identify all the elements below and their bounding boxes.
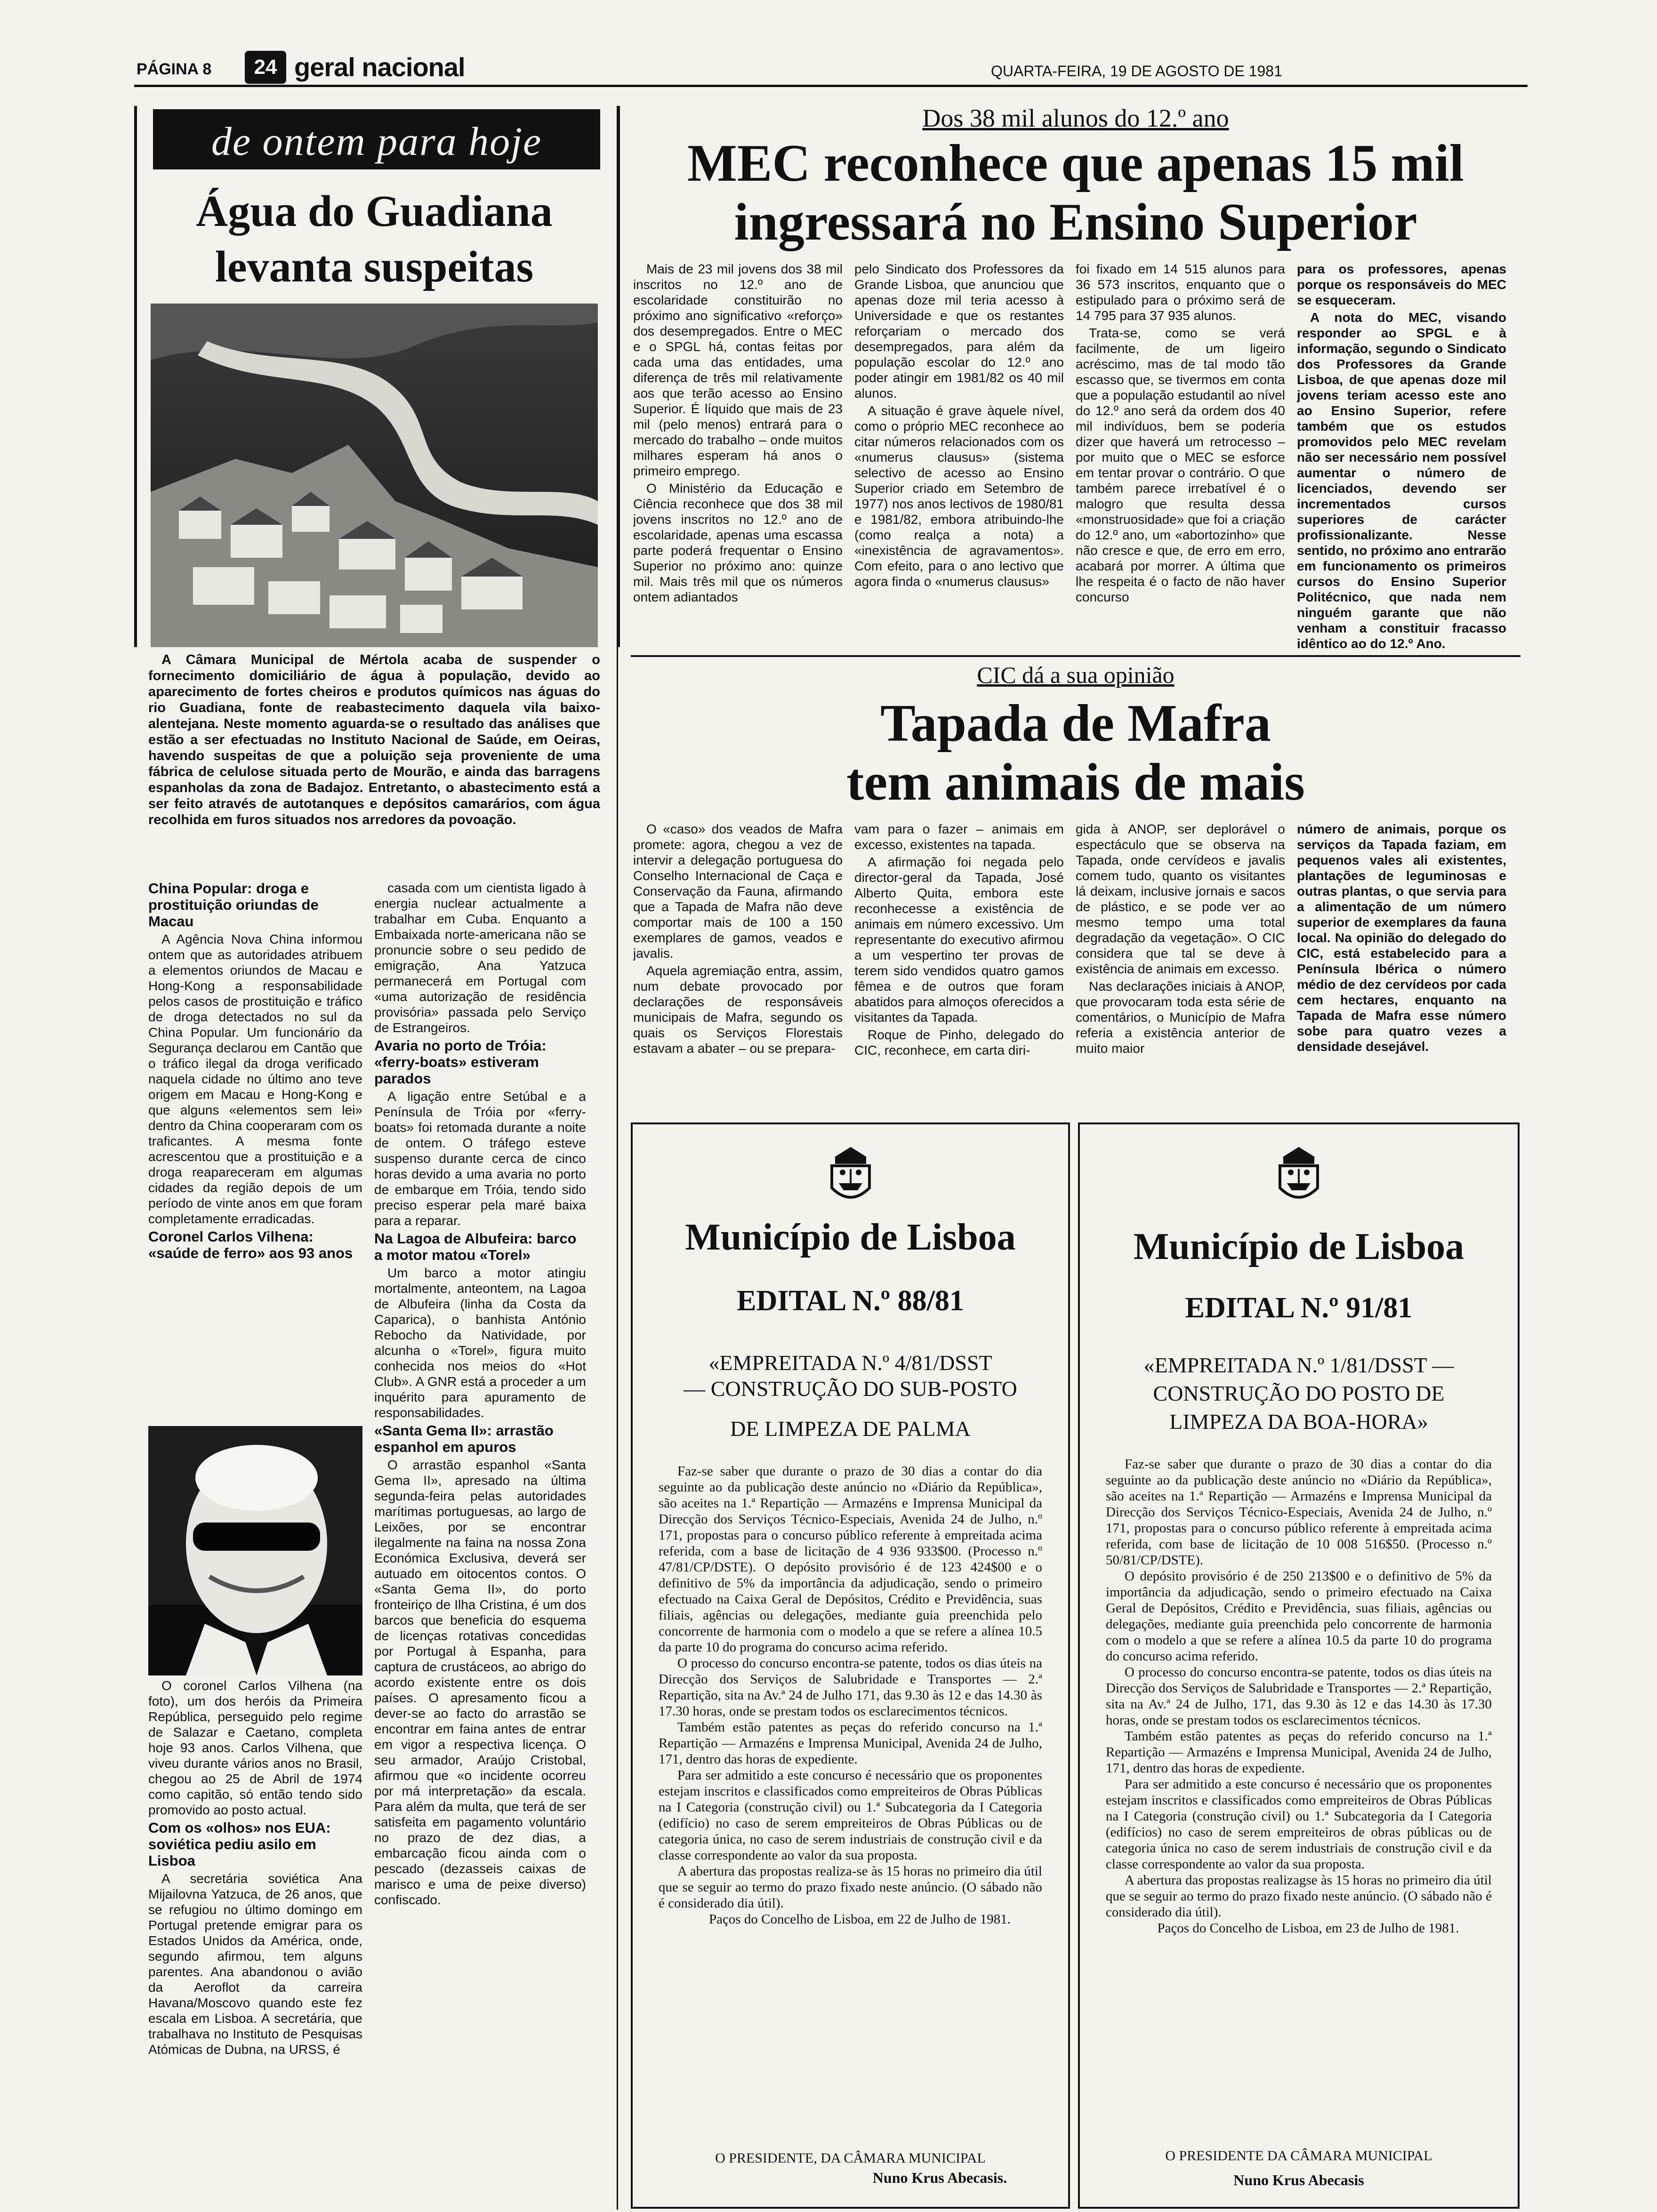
- mec-column-3: foi fixado em 14 515 alunos para 36 573 inscritos, enquanto que o estipulado para o próximo será de 14 795 para 37 935 alunos. Trata-se, como se verá facilmente, de um ligeiro acréscimo, mas de tal modo tão escasso que, se tivermos em conta que a população estudantil ao nível do 12.º ano será da ordem dos 40 mil indivíduos, bem se poderia dizer que haverá um retrocesso – por muito que o MEC se esforce em tentar provar o contrário. O que também parece irrebatível é o malogro que resulta dessa «monstruosidade» que foi a criação do 12.º ano, um «abortozinho» que não cresce e que, de erro em erro, acabará por morrer. A última que lhe respeita é o facto de não haver concurso: [1076, 262, 1285, 604]
- section-banner-text: de ontem para hoje: [211, 119, 542, 164]
- left-headline: Água do Guadiana levanta suspeitas: [196, 187, 553, 291]
- mafra-headline-1: Tapada de Mafra: [880, 694, 1271, 753]
- briefs-column-a: [148, 880, 362, 1421]
- brief-text-eua: A secretária soviética Ana Mijailovna Yatzuca, de 26 anos, que se refugiou no último domingo em Portugal pretende emigrar para os Estados Unidos da América, onde, segundo afirmou, tem alguns parentes. Ana abandonou o avião da Aeroflot da carreira Havana/Moscovo quando este fez escala em Lisboa. A secretária, que trabalhava no Instituto de Pesquisas Atómicas de Dubna, na URSS, é: [148, 1871, 362, 2057]
- brief-text-gema: O arrastão espanhol «Santa Gema II», apresado na última segunda-feira pelas autoridades marítimas portuguesas, ao largo de Leixões, por se encontrar ilegalmente na faina na nossa Zona Económica Exclusiva, deverá ser autuado em oitocentos contos. O «Santa Gema II», do porto fronteiriço de Ilha Cristina, é um dos barcos que beneficia do esquema de licenças rotativas concedidas por Portugal à Espanha, para captura de crustáceos, ao abrigo do acordo existente entre os dois países. O apresamento ficou a dever-se ao facto do arrastão se encontrar em faina antes de entrar em vigor a respectiva licença. O seu armador, Araújo Cristobal, afirmou que «o incidente ocorreu por má interpretação» da escala. Para além da multa, que terá de ser satisfeita em pagamento voluntário no prazo de dez dias, a embarcação ficou ainda com o pescado (dezasseis caixas de marisco e uma de peixe diverso) confiscado.: [374, 1458, 586, 1907]
- mec-column-4: para os professores, apenas porque os responsáveis do MEC se esqueceram. A nota do MEC, visando responder ao SPGL e à informação, segundo o Sindicato dos Professores da Grande Lisboa, de que apenas doze mil jovens teriam acesso este ano ao Ensino Superior, refere também que os estudos promovidos pelo MEC revelam não ser necessário nem possível aumentar o número de licenciados, devendo ser incrementados cursos superiores de carácter profissionalizante. Nesse sentido, no próximo ano entrarão em funcionamento os primeiros cursos do Ensino Superior Politécnico, que nada nem ninguém garante que não venham a constituir fracasso idêntico ao do 12.º Ano.: [1297, 262, 1506, 651]
- mafra-column-1: O «caso» dos veados de Mafra promete: agora, chegou a vez de intervir a delegação portuguesa do Conselho Internacional de Caça e Conservação da Fauna, afirmando que a Tapada de Mafra não deve comportar mais de 100 a 150 exemplares de gamos, veados e javalis. Aquela agremiação entra, assim, num debate provocado por declarações de responsáveis municipais de Mafra, segundo os quais os Serviços Florestais estavam a abater – ou se prepara-: [633, 822, 843, 1056]
- brief-text-troia: A ligação entre Setúbal e a Península de Tróia por «ferry-boats» foi retomada durante a noite de ontem. O tráfego esteve suspenso durante cerca de cinco horas devido a uma avaria no porto de embarque em Tróia, tendo sido preciso esperar pela maré baixa para a reparar.: [374, 1089, 586, 1228]
- mafra-column-2: vam para o fazer – animais em excesso, existentes na tapada. A afirmação foi negada pelo director-geral da Tapada, José Alberto Quita, embora este reconhecesse a existência de animais em número excessivo. Um representante do executivo afirmou a um vespertino ter provas de terem sido vendidos quatro gamos fêmea e de outros que foram abatidos para almoços oferecidos a visitantes da Tapada. Roque de Pinho, delegado do CIC, reconhece, em carta diri-: [854, 822, 1064, 1058]
- brief-title-troia: Avaria no porto de Tróia: «ferry-boats» estiveram parados: [374, 1037, 547, 1087]
- lisbon-crest-icon: [1273, 1143, 1325, 1209]
- mafra-column-4: número de animais, porque os serviços da Tapada faziam, em pequenos vales ali existentes, plantações de leguminosas e outras plantas, o que servia para a alimentação de um número superior de exemplares da fauna local. Na opinião do delegado do CIC, está estabelecido para a Península Ibérica o número médio de dez cervídeos por cada cem hectares, enquanto na Tapada de Mafra esse número sobe para quatro vezes a densidade desejável.: [1297, 822, 1506, 1054]
- brief-text-eua-cont: casada com um cientista ligado à energia nuclear actualmente a trabalhar em Cuba. Enquanto a Embaixada norte-americana não se pronuncie sobre o seu pedido de emigração, Ana Yatzuca permanecerá em Portugal com «uma autorização de residência provisória» passada pelo Serviço de Estrangeiros.: [374, 881, 586, 1035]
- edital-88-obra-line2: — CONSTRUÇÃO DO SUB-POSTO: [684, 1377, 1017, 1401]
- brief-text-lagoa: Um barco a motor atingiu mortalmente, anteontem, na Lagoa de Albufeira (linha da Costa da Caparica), o banhista António Rebocho da Natividade, por alcunha o «Torel», figura muito conhecida nos meios do «Hot Club». A GNR está a proceder a um inquérito para apuramento de responsabilidades.: [374, 1266, 586, 1420]
- edital-91-body: Faz-se saber que durante o prazo de 30 dias a contar do dia seguinte ao da publicação deste anúncio no «Diário da República», são aceites na 1.ª Repartição — Armazéns e Imprensa Municipal da Direcção dos Serviços Técnico-Especiais, Avenida 24 de Julho, n.º 171, propostas para o concurso público referente à empreitada acima referida, com base de licitação de 10 008 516$50. (Processo n.º 50/81/CP/DSTE). O depósito provisório é de 250 213$00 e o definitivo de 5% da importância da adjudicação, sendo o primeiro efectuado na Caixa Geral de Depósitos, Crédito e Previdência, suas filiais, agências ou delegações, mediante guia preenchida pelo concorrente de harmonia com o modelo a que se refere a alínea 10.5 da parte 10 do programa do concurso acima referido. O processo do concurso encontra-se patente, todos os dias úteis na Direcção dos Serviços de Salubridade e Transportes — 2.ª Repartição, sita na Av.ª 24 de Julho, 171, das 9.30 às 12 e das 14.30 às 17.30 horas, onde se prestam todos os esclarecimentos técnicos. Também estão patentes as peças do referido concurso na 1.ª Repartição — Armazéns e Imprensa Municipal, Avenida 24 de Julho, 171, dentro das horas de expediente. Para ser admitido a este concurso é necessário que os proponentes estejam inscritos e classificados como empreiteiros de Obras Públicas na I Categoria (construção civil) ou 1.ª Subcategoria da I Categoria (edifícios) no caso de serem empreiteiros de obras públicas ou de categoria única no caso de serem industriais de construção civil e da classe correspondente ao valor da sua proposta. A abertura das propostas realizagse às 15 horas no primeiro dia útil que se seguir ao termo do prazo fixado neste anúncio. (O sábado não é considerado dia útil). Paços do Concelho de Lisboa, em 23 de Julho de 1981.: [1106, 1457, 1492, 1936]
- mec-headline-2: ingressará no Ensino Superior: [734, 193, 1417, 251]
- briefs-column-b: [374, 880, 586, 2210]
- issue-date: QUARTA-FEIRA, 19 DE AGOSTO DE 1981: [991, 63, 1282, 80]
- brief-text-vilhena: O coronel Carlos Vilhena (na foto), um dos heróis da Primeira República, perseguido pelo regime de Salazar e Caetano, completa hoje 93 anos. Carlos Vilhena, que viveu durante vários anos no Brasil, chegou ao 25 de Abril de 1974 como capitão, só então tendo sido promovido ao posto actual.: [148, 1678, 362, 1817]
- edital-88-box: [631, 1122, 1070, 2209]
- edital-91-presidente: O PRESIDENTE DA CÂMARA MUNICIPAL: [1165, 2148, 1432, 2164]
- edital-88-number: EDITAL N.º 88/81: [737, 1285, 964, 1317]
- mec-column-2: pelo Sindicato dos Professores da Grande Lisboa, que anunciou que apenas doze mil teria acesso à Universidade e que os restantes reforçariam o mercado dos desempregados, para além da população escolar do 12.º ano poder atingir em 1981/82 os 40 mil alunos. A situação é grave àquele nível, como o próprio MEC reconhece ao citar números relacionados com os «numerus clausus» (sistema selectivo de acesso ao Ensino Superior criado em Setembro de 1977) nos anos lectivos de 1980/81 e 1981/82, embora atribuindo-lhe (como realça a nota) a «inexistência de agravamentos». Com efeito, para o ano lectivo que agora finda o «numerus clausus»: [854, 262, 1064, 589]
- section-rule-mec: [631, 655, 1520, 657]
- briefs-column-a-bottom: [148, 1678, 362, 2210]
- edital-91-obra-line1: «EMPREITADA N.º 1/81/DSST —: [1143, 1353, 1454, 1377]
- left-lead-paragraph: A Câmara Municipal de Mértola acaba de suspender o fornecimento domiciliário de água à população, devido ao aparecimento de fortes cheiros e produtos químicos nas águas do rio Guadiana, fonte de reabastecimento daquela vila baixo-alentejana. Neste momento aguarda-se o resultado das análises que estão a ser efectuadas no Instituto Nacional de Saúde, em Oeiras, havendo suspeitas de que a poluição seja proveniente de uma fábrica de celulose situada perto de Mourão, e ainda das barragens espanholas da zona de Badajoz. Entretanto, o abastecimento está a ser feito através de autotanques e depósitos camarários, com água recolhida em furos situados nos arredores da povoação.: [148, 652, 600, 827]
- edital-88-obra-line1: «EMPREITADA N.º 4/81/DSST: [708, 1351, 992, 1375]
- edital-88-obra-line3: DE LIMPEZA DE PALMA: [730, 1417, 971, 1441]
- edital-88-body: Faz-se saber que durante o prazo de 30 dias a contar do dia seguinte ao da publicação deste anúncio no «Diário da República», são aceites na 1.ª Repartição — Armazéns e Imprensa Municipal da Direcção dos Serviços Técnico-Especiais, Avenida 24 de Julho, n.º 171, propostas para o concurso público referente à empreitada acima referida, com a base de licitação de 4 936 933$00. (Processo n.º 47/81/CP/DSTE). O depósito provisório é de 123 424$00 e o definitivo de 5% da importância da adjudicação, sendo o primeiro efectuado na Caixa Geral de Depósitos, Crédito e Previdência, suas filiais, agências ou delegações, mediante guia preenchida pelo concorrente de harmonia com o modelo a que se refere a alínea 10.5 da parte 10 do programa do concurso acima referido. O processo do concurso encontra-se patente, todos os dias úteis na Direcção dos Serviços de Salubridade e Transportes — 2.ª Repartição, sita na Av.ª 24 de Julho 171, das 9.30 às 12 e das 14.30 às 17.30 horas, onde se prestam todos os esclarecimentos técnicos. Também estão patentes as peças do referido concurso na 1.ª Repartição — Armazéns e Imprensa Municipal, Avenida 24 de Julho, 171, dentro das horas de expediente. Para ser admitido a este concurso é necessário que os proponentes estejam inscritos e classificados como empreiteiros de Obras Públicas na I Categoria (construção civil) ou 1.ª Subcategoria da I Categoria (edifício) no caso de serem empreiteiros de Obras Públicas ou de categoria única, no caso de serem industriais de construção civil e da classe correspondente ao valor da sua proposta. A abertura das propostas realiza-se às 15 horas no primeiro dia útil que se seguir ao termo do prazo fixado neste anúncio. (O sábado não é considerado dia útil). Paços do Concelho de Lisboa, em 22 de Julho de 1981.: [659, 1464, 1042, 1927]
- brief-title-gema: «Santa Gema II»: arrastão espanhol em apuros: [374, 1422, 554, 1455]
- brief-title-china: China Popular: droga e prostituição oriundas de Macau: [148, 880, 319, 930]
- brief-title-eua: Com os «olhos» nos EUA: soviética pediu asilo em Lisboa: [148, 1819, 331, 1869]
- mec-column-1: Mais de 23 mil jovens dos 38 mil inscritos no 12.º ano de escolaridade constituirão no próximo ano significativo «reforço» dos desempregados. Entre o MEC e o SPGL há, contas feitas por cada uma das entidades, uma diferença de três mil relativamente aos que terão acesso ao Ensino Superior. É líquido que mais de 23 mil (pelo menos) entrará para o mercado do trabalho – onde muitos milhares esperam há anos o primeiro emprego. O Ministério da Educação e Ciência reconhece que dos 38 mil jovens inscritos no 12.º ano de escolaridade, apenas uma escassa parte poderá frequentar o Ensino Superior no próximo ano: quinze mil. Mais três mil que os números ontem adiantados: [633, 262, 843, 604]
- logo-badge: 24: [245, 51, 286, 84]
- mec-headline-1: MEC reconhece que apenas 15 mil: [687, 134, 1464, 192]
- brief-text-china: A Agência Nova China informou ontem que as autoridades atribuem a elementos oriundos de Macau e Hong-Kong a responsabilidade pelos casos de prostituição e tráfico de droga detectados no sul da China Popular. Um funcionário da Segurança declarou em Cantão que o tráfico ilegal da droga verificado naquela cidade no último ano teve origem em Macau e Hong-Kong e que alguns «elementos sem lei» dentro da China cooperaram com os traficantes. A mesma fonte acrescentou que a prostituição e a droga reapareceram em algumas cidades da região depois de um período de vinte anos em que foram completamente erradicadas.: [148, 932, 362, 1226]
- edital-88-municipio: Município de Lisboa: [685, 1217, 1016, 1258]
- edital-91-signature: Nuno Krus Abecasis: [1233, 2172, 1364, 2188]
- edital-91-number: EDITAL N.º 91/81: [1185, 1292, 1413, 1324]
- mafra-kicker: CIC dá a sua opinião: [977, 662, 1174, 688]
- header-rule: [134, 85, 1528, 87]
- edital-91-obra-line2: CONSTRUÇÃO DO POSTO DE: [1153, 1381, 1445, 1405]
- mafra-column-3: gida à ANOP, ser deplorável o espectáculo que se observa na Tapada, onde cervídeos e javalis comem tudo, quanto os visitantes lá deixam, inclusive jornais e sacos de plástico, e se pode ver ao mesmo tempo uma total degradação da vegetação». O CIC considera que tal se deve à existência de animais em excesso. Nas declarações iniciais à ANOP, que provocaram toda esta série de comentários, o Município de Mafra referia a existência anterior de muito maior: [1076, 822, 1285, 1056]
- edital-91-municipio: Município de Lisboa: [1133, 1226, 1464, 1267]
- mafra-headline-2: tem animais de mais: [846, 753, 1305, 811]
- edital-91-obra-line3: LIMPEZA DA BOA-HORA»: [1169, 1410, 1428, 1434]
- brief-title-vilhena: Coronel Carlos Vilhena: «saúde de ferro» aos 93 anos: [148, 1228, 353, 1261]
- portrait-photo: [148, 1426, 362, 1675]
- mec-kicker: Dos 38 mil alunos do 12.º ano: [922, 104, 1229, 132]
- column-rule-left: [617, 106, 618, 2210]
- page-header: [0, 0, 1657, 85]
- town-photo: [151, 304, 598, 647]
- edital-91-box: [1078, 1122, 1520, 2209]
- lisbon-crest-icon: [825, 1143, 877, 1209]
- edital-88-presidente: O PRESIDENTE, DA CÂMARA MUNICIPAL: [715, 2150, 986, 2166]
- brief-title-lagoa: Na Lagoa de Albufeira: barco a motor matou «Torel»: [374, 1230, 577, 1263]
- page-number: PÁGINA 8: [137, 60, 212, 78]
- newspaper-logo: geral nacional: [294, 52, 465, 82]
- edital-88-signature: Nuno Krus Abecasis.: [872, 2169, 1007, 2186]
